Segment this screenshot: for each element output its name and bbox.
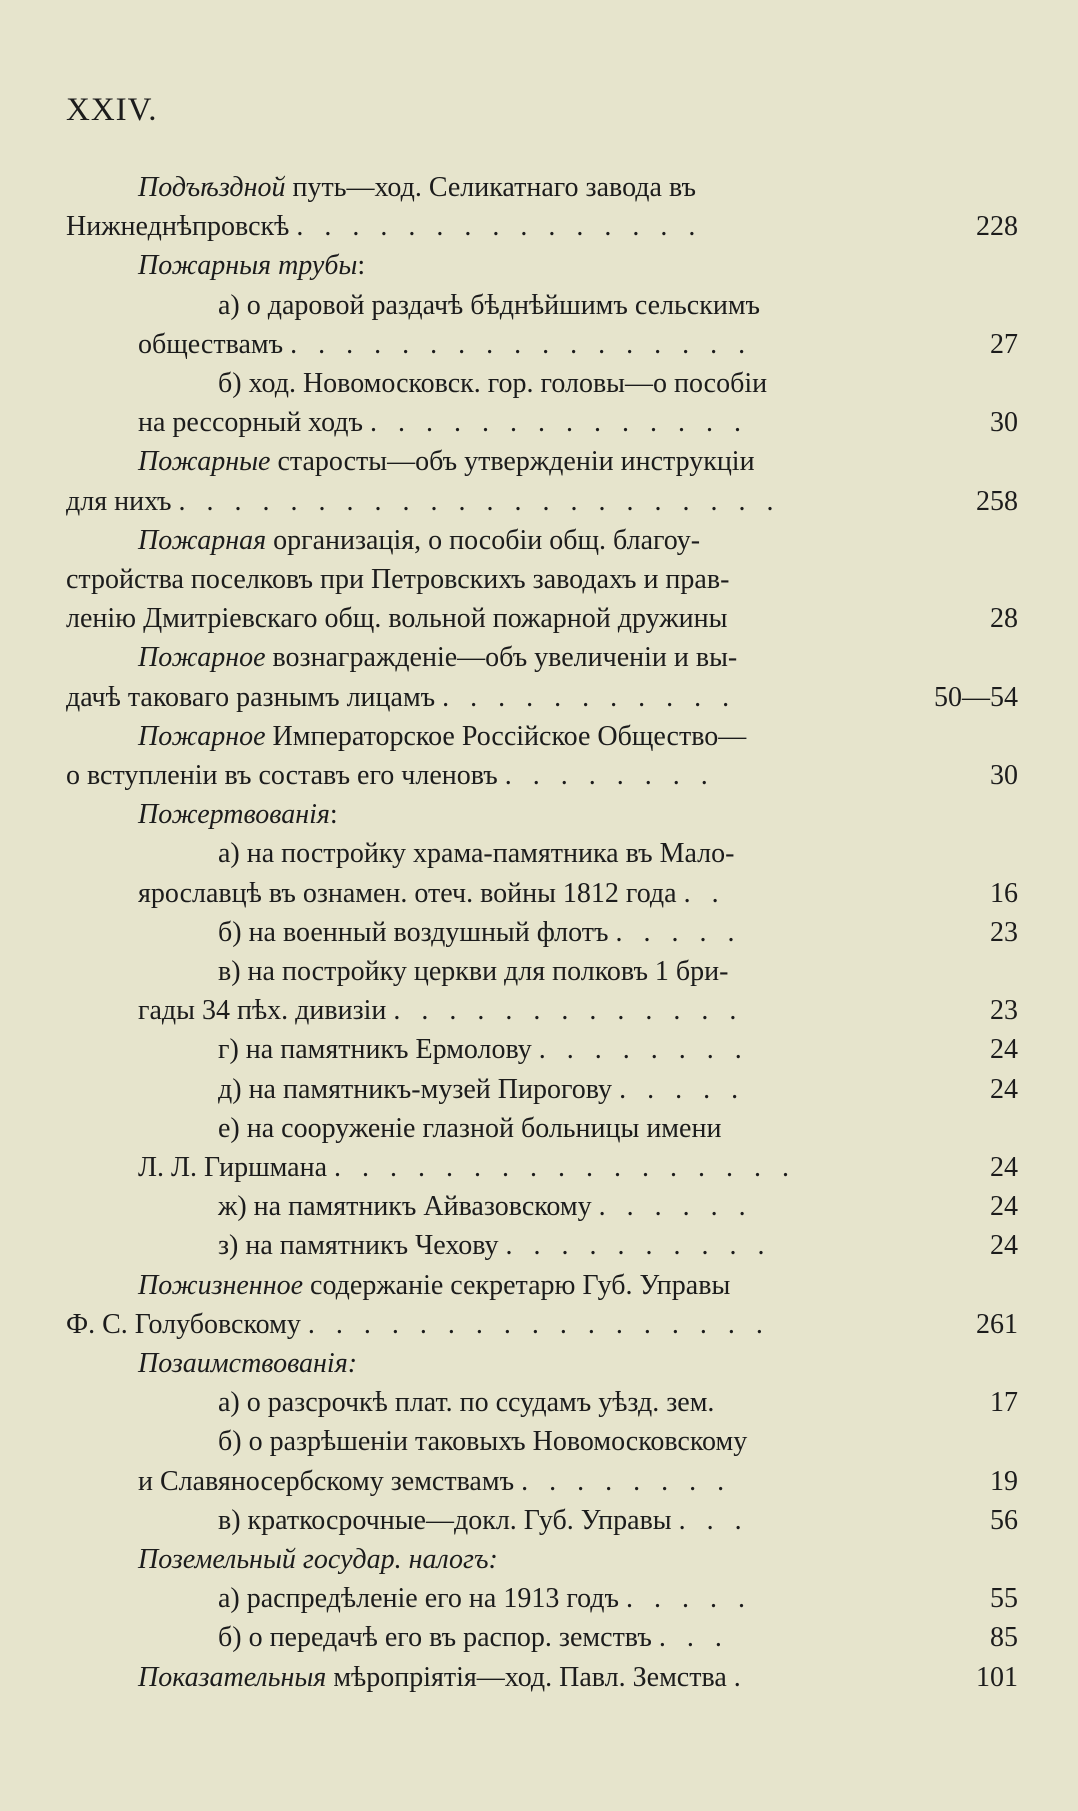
index-entry-text <box>138 717 746 757</box>
index-line <box>0 1344 1078 1384</box>
leader-dots: . . . . . . <box>598 1191 753 1223</box>
index-text: в) на постройку церкви для полковъ 1 бри- <box>218 956 729 987</box>
leader-dots: . . . <box>658 1622 729 1654</box>
leader-dots: . . . . . . . . . . . <box>442 681 737 713</box>
index-line <box>0 1618 1078 1658</box>
index-text: ж) на памятникъ Айвазовскому <box>218 1191 599 1223</box>
index-line <box>0 1070 1078 1110</box>
index-line <box>0 1148 1078 1188</box>
index-text: а) на постройку храма-памятника въ Мало- <box>218 838 735 870</box>
index-entry-text <box>138 874 726 914</box>
index-text: б) о разрѣшеніи таковыхъ Новомосковскому <box>218 1426 748 1458</box>
index-text: о вступленіи въ составъ его членовъ <box>66 760 505 791</box>
index-text: Ф. С. Голубовскому <box>66 1308 308 1340</box>
index-line <box>0 325 1078 365</box>
index-entry-text <box>66 207 702 247</box>
index-entry-text <box>138 403 748 443</box>
index-heading: Пожарная <box>138 524 267 556</box>
index-entry-text <box>138 638 737 678</box>
index-entry-text <box>218 1226 772 1266</box>
index-entry-text <box>218 1501 749 1541</box>
index-entry-text <box>138 1266 730 1306</box>
index-entry-text <box>66 756 715 796</box>
page-reference: 28 <box>990 603 1018 635</box>
leader-dots: . . . . . <box>619 1073 746 1105</box>
index-line <box>0 1030 1078 1070</box>
page-reference: 24 <box>990 1230 1018 1262</box>
index-line <box>0 364 1078 404</box>
index-line <box>0 1383 1078 1423</box>
index-text: б) ход. Новомосковск. гор. головы—о пособіи <box>218 368 768 399</box>
index-line <box>0 1187 1078 1227</box>
index-line <box>0 1540 1078 1580</box>
index-entry-text <box>66 560 729 600</box>
index-entry-text <box>138 795 338 835</box>
index-entry-text <box>218 364 767 404</box>
leader-dots: . <box>733 1661 748 1693</box>
index-line <box>0 1422 1078 1462</box>
index-entry-text <box>218 1422 747 1462</box>
page-reference: 24 <box>990 1152 1018 1183</box>
index-text: для нихъ <box>66 485 179 517</box>
index-line <box>0 521 1078 561</box>
index-text: в) краткосрочные—докл. Губ. Управы <box>218 1504 679 1536</box>
page-number: XXIV. <box>66 92 158 128</box>
index-text: старосты—объ утвержденіи инструкціи <box>270 446 755 478</box>
index-text: е) на сооруженіе глазной больницы имени <box>218 1112 722 1144</box>
index-entry-text <box>138 991 743 1031</box>
index-line <box>0 717 1078 757</box>
index-text: организація, о пособіи общ. благоу- <box>266 524 701 556</box>
index-text: а) о даровой раздачѣ бѣднѣйшимъ сельскимъ <box>218 289 761 321</box>
leader-dots: . . . . . . . . . . . . . <box>393 995 744 1027</box>
index-text: дачѣ таковаго разнымъ лицамъ <box>66 681 443 713</box>
index-entry-text <box>218 913 741 953</box>
index-line <box>0 207 1078 247</box>
index-line <box>0 286 1078 326</box>
page-reference: 17 <box>990 1387 1018 1419</box>
leader-dots: . . . . . . . . . . . . . . . . . <box>307 1308 770 1340</box>
index-line <box>0 756 1078 796</box>
index-text: д) на памятникъ-музей Пирогову <box>218 1073 620 1105</box>
index-entry-text <box>138 1540 498 1580</box>
index-entry-text <box>218 1579 752 1619</box>
index-text: а) распредѣленіе его на 1913 годъ <box>218 1583 627 1615</box>
page-reference: 101 <box>976 1661 1018 1693</box>
index-text: Л. Л. Гиршмана <box>138 1152 335 1183</box>
index-entry-text <box>218 834 734 874</box>
leader-dots: . . . . . . . . <box>521 1465 732 1497</box>
page-reference: 24 <box>990 1191 1018 1223</box>
page-reference: 228 <box>976 211 1018 243</box>
index-heading: Пожарные <box>138 446 271 478</box>
index-text: б) на военный воздушный флотъ <box>218 916 616 948</box>
index-line <box>0 952 1078 992</box>
index-text: г) на памятникъ Ермолову <box>218 1034 539 1066</box>
index-entry-text <box>138 1344 357 1384</box>
leader-dots: . . . <box>678 1504 749 1536</box>
leader-dots: . . . . . . . . <box>538 1034 749 1066</box>
index-text: мѣропріятія—ход. Павл. Земства <box>326 1661 734 1693</box>
index-entry-text <box>138 325 752 365</box>
index-text: Нижнеднѣпровскѣ <box>66 211 297 243</box>
index-entry-text <box>138 1658 748 1698</box>
index-entry-text <box>138 168 696 208</box>
leader-dots: . . . . . . . . . . . . . . . . . . . . . . <box>178 485 781 517</box>
index-heading: Пожертвованія <box>138 799 330 831</box>
index-line <box>0 1501 1078 1541</box>
index-entry-text <box>218 286 760 326</box>
index-text: стройства поселковъ при Петровскихъ заводахъ и прав- <box>66 564 730 595</box>
page-reference: 258 <box>976 485 1018 517</box>
index-entry-text <box>218 952 728 992</box>
leader-dots: . . . . . <box>615 916 742 948</box>
index-heading: Поземельный государ. налогъ: <box>138 1544 498 1575</box>
page-reference: 261 <box>976 1308 1018 1340</box>
index-line <box>0 168 1078 208</box>
index-heading: Позаимствованія: <box>138 1348 358 1379</box>
index-line <box>0 991 1078 1031</box>
index-line <box>0 1658 1078 1698</box>
index-entry-text <box>218 1383 714 1423</box>
index-text: вознагражденіе—объ увеличеніи и вы- <box>265 642 738 674</box>
index-entry-text <box>218 1187 753 1227</box>
index-heading: Показательныя <box>138 1661 327 1693</box>
index-line <box>0 1226 1078 1266</box>
leader-dots: . . . . . <box>626 1583 753 1615</box>
index-entry-text <box>66 1305 770 1345</box>
page-reference: 27 <box>990 328 1018 360</box>
page-reference: 23 <box>990 916 1018 948</box>
index-text: путь—ход. Селикатнаго завода въ <box>285 172 696 203</box>
index-text: гады 34 пѣх. дивизіи <box>138 995 394 1027</box>
leader-dots: . . . . . . . . <box>504 760 715 791</box>
index-entry-text <box>218 1618 729 1658</box>
page-reference: 85 <box>990 1622 1018 1654</box>
index-entry-text <box>218 1109 721 1149</box>
index-entry-text <box>66 599 727 639</box>
page-reference: 50—54 <box>934 681 1018 713</box>
index-heading: Пожарныя трубы <box>138 250 358 282</box>
index-line <box>0 442 1078 482</box>
index-line <box>0 482 1078 522</box>
page-reference: 56 <box>990 1504 1018 1536</box>
index-entry-text <box>138 442 755 482</box>
page-reference: 55 <box>990 1583 1018 1615</box>
index-heading: Подъѣздной <box>138 172 286 203</box>
leader-dots: . . . . . . . . . . . . . . . . . <box>334 1152 797 1183</box>
index-text: : <box>329 799 338 831</box>
index-entry-text <box>218 1030 749 1070</box>
leader-dots: . . . . . . . . . . . . . . . <box>296 211 703 243</box>
index-heading: Пожизненное <box>138 1269 304 1301</box>
index-entry-text <box>138 1462 731 1502</box>
index-entry-text <box>138 246 365 286</box>
index-line <box>0 1462 1078 1502</box>
leader-dots: . . <box>683 877 726 909</box>
index-entry-text <box>218 1070 745 1110</box>
index-text: и Славяносербскому земствамъ <box>138 1465 522 1497</box>
page-reference: 23 <box>990 995 1018 1027</box>
index-heading: Пожарное <box>138 642 266 674</box>
index-text: на рессорный ходъ <box>138 407 371 439</box>
index-line <box>0 560 1078 600</box>
index-line <box>0 834 1078 874</box>
index-text: з) на памятникъ Чехову <box>218 1230 506 1262</box>
index-line <box>0 246 1078 286</box>
index-line <box>0 638 1078 678</box>
page-reference: 30 <box>990 760 1018 791</box>
index-line <box>0 599 1078 639</box>
index-text: ленію Дмитріевскаго общ. вольной пожарной дружины <box>66 603 728 635</box>
index-text: обществамъ <box>138 328 291 360</box>
index-line <box>0 678 1078 718</box>
page-reference: 19 <box>990 1465 1018 1497</box>
index-line <box>0 403 1078 443</box>
index-entry-text <box>138 521 700 561</box>
index-entry-text <box>66 678 736 718</box>
index-text: а) о разсрочкѣ плат. по ссудамъ уѣзд. зем. <box>218 1387 715 1419</box>
index-line <box>0 1305 1078 1345</box>
index-entry-text <box>66 482 780 522</box>
index-line <box>0 1109 1078 1149</box>
page-reference: 16 <box>990 877 1018 909</box>
page-reference: 24 <box>990 1073 1018 1105</box>
index-heading: Пожарное <box>138 720 266 752</box>
page-reference: 24 <box>990 1034 1018 1066</box>
index-text: ярославцѣ въ ознамен. отеч. войны 1812 года <box>138 877 684 909</box>
index-text: : <box>357 250 366 282</box>
index-line <box>0 913 1078 953</box>
index-line <box>0 795 1078 835</box>
index-text: б) о передачѣ его въ распор. земствъ <box>218 1622 659 1654</box>
index-text: содержаніе секретарю Губ. Управы <box>303 1269 731 1301</box>
leader-dots: . . . . . . . . . . . . . . . . . <box>290 328 753 360</box>
leader-dots: . . . . . . . . . . <box>505 1230 772 1262</box>
index-line <box>0 1579 1078 1619</box>
index-line <box>0 1266 1078 1306</box>
index-entry-text <box>138 1148 796 1188</box>
page-reference: 30 <box>990 407 1018 439</box>
index-line <box>0 874 1078 914</box>
leader-dots: . . . . . . . . . . . . . . <box>370 407 749 439</box>
index-text: Императорское Россійское Общество— <box>265 720 747 752</box>
